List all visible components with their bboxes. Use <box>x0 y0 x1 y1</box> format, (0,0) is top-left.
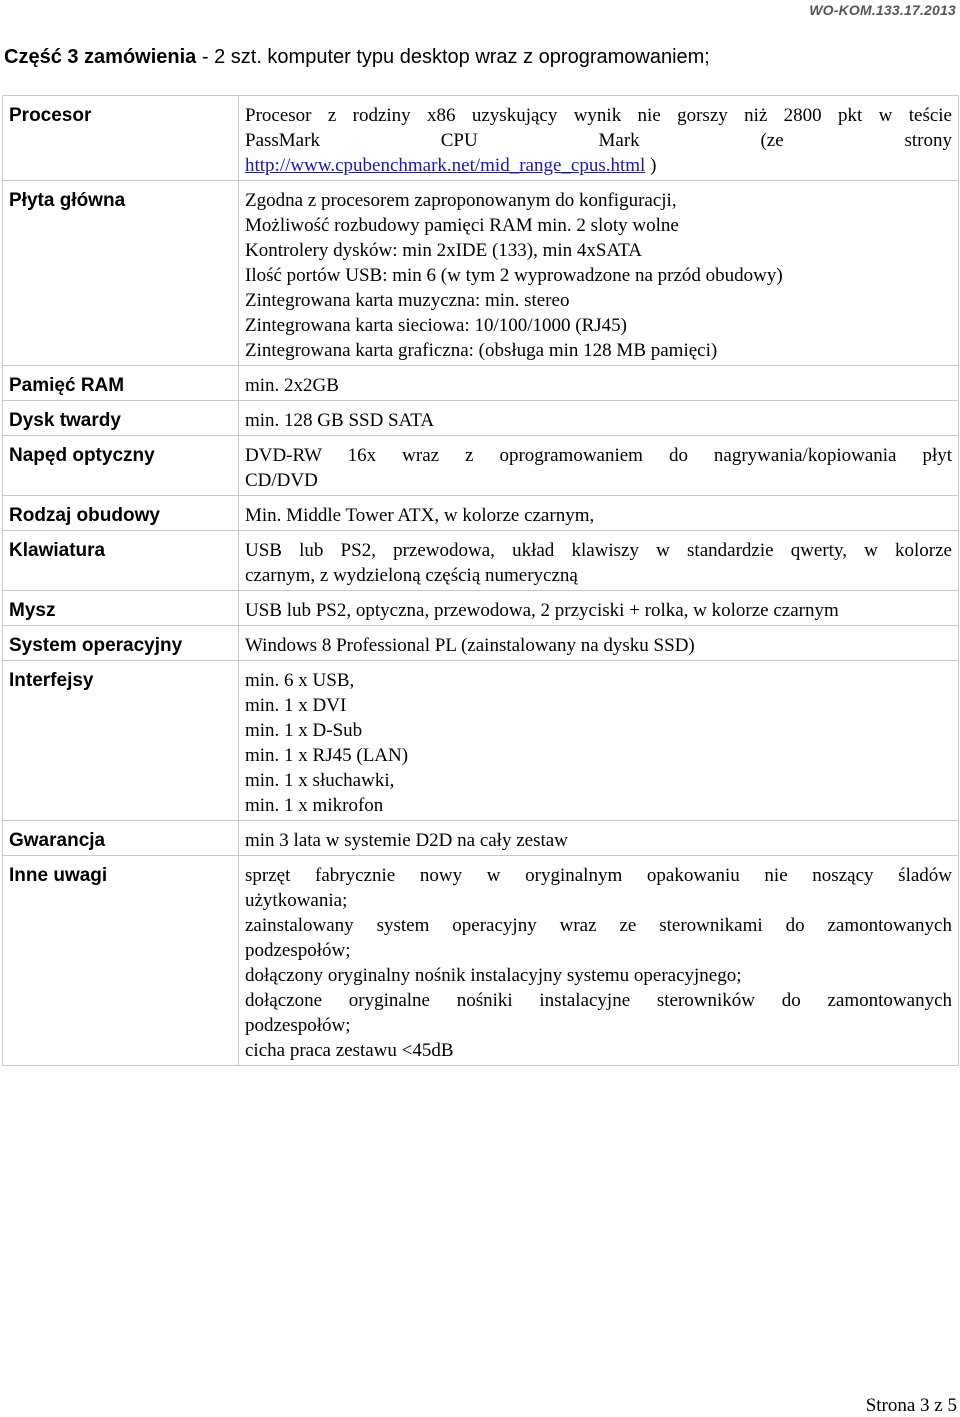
inne-line: użytkowania; <box>245 890 348 911</box>
value-interfejsy <box>239 661 959 821</box>
row-gwarancja <box>3 821 959 856</box>
label-dysk-twardy: Dysk twardy <box>3 401 239 436</box>
inne-line: podzespołów; <box>245 940 351 961</box>
label-gwarancja: Gwarancja <box>3 821 239 856</box>
procesor-link-suffix: ) <box>645 155 657 176</box>
row-plyta-glowna <box>3 181 959 366</box>
interfejsy-line: min. 1 x słuchawki, <box>245 770 395 791</box>
klawiatura-line-1: USB lub PS2, przewodowa, układ klawiszy w standardzie qwerty, w kolorze <box>245 540 952 561</box>
spec-table <box>2 95 959 1066</box>
row-system-operacyjny <box>3 626 959 661</box>
row-interfejsy <box>3 661 959 821</box>
procesor-line-3 <box>245 153 952 178</box>
section-heading <box>4 44 710 70</box>
naped-line-2: CD/DVD <box>245 470 318 491</box>
value-procesor <box>239 96 959 181</box>
value-inne-uwagi <box>239 856 959 1066</box>
plyta-line: Zintegrowana karta sieciowa: 10/100/1000 (RJ45) <box>245 315 628 336</box>
klawiatura-line-2: czarnym, z wydzieloną częścią numeryczną <box>245 565 578 586</box>
page-number: Strona 3 z 5 <box>865 1395 957 1416</box>
plyta-line: Kontrolery dysków: min 2xIDE (133), min 4xSATA <box>245 240 642 261</box>
value-dysk-twardy: min. 128 GB SSD SATA <box>239 401 959 436</box>
plyta-line: Zgodna z procesorem zaproponowanym do konfiguracji, <box>245 190 677 211</box>
value-system-operacyjny: Windows 8 Professional PL (zainstalowany na dysku SSD) <box>239 626 959 661</box>
inne-line: zainstalowany system operacyjny wraz ze sterownikami do zamontowanych <box>245 915 952 936</box>
cpubenchmark-link[interactable]: http://www.cpubenchmark.net/mid_range_cpus.html <box>245 155 646 176</box>
plyta-line: Ilość portów USB: min 6 (w tym 2 wyprowadzone na przód obudowy) <box>245 265 783 286</box>
label-inne-uwagi: Inne uwagi <box>3 856 239 1066</box>
interfejsy-line: min. 1 x mikrofon <box>245 795 384 816</box>
label-plyta-glowna: Płyta główna <box>3 181 239 366</box>
row-dysk-twardy <box>3 401 959 436</box>
label-procesor: Procesor <box>3 96 239 181</box>
inne-line: dołączony oryginalny nośnik instalacyjny systemu operacyjnego; <box>245 965 742 986</box>
label-pamiec-ram: Pamięć RAM <box>3 366 239 401</box>
plyta-line: Zintegrowana karta muzyczna: min. stereo <box>245 290 570 311</box>
row-inne-uwagi <box>3 856 959 1066</box>
label-klawiatura: Klawiatura <box>3 531 239 591</box>
value-naped-optyczny <box>239 436 959 496</box>
value-gwarancja: min 3 lata w systemie D2D na cały zestaw <box>239 821 959 856</box>
heading-rest: - 2 szt. komputer typu desktop wraz z oprogramowaniem; <box>196 46 710 68</box>
inne-line: cicha praca zestawu <45dB <box>245 1040 454 1061</box>
value-mysz: USB lub PS2, optyczna, przewodowa, 2 przyciski + rolka, w kolorze czarnym <box>239 591 959 626</box>
inne-line: dołączone oryginalne nośniki instalacyjne sterowników do zamontowanych <box>245 990 952 1011</box>
label-naped-optyczny: Napęd optyczny <box>3 436 239 496</box>
interfejsy-line: min. 6 x USB, <box>245 670 355 691</box>
value-rodzaj-obudowy: Min. Middle Tower ATX, w kolorze czarnym, <box>239 496 959 531</box>
naped-line-1: DVD-RW 16x wraz z oprogramowaniem do nagrywania/kopiowania płyt <box>245 445 952 466</box>
value-klawiatura <box>239 531 959 591</box>
row-pamiec-ram <box>3 366 959 401</box>
row-procesor <box>3 96 959 181</box>
row-klawiatura <box>3 531 959 591</box>
interfejsy-line: min. 1 x RJ45 (LAN) <box>245 745 409 766</box>
procesor-line-1: Procesor z rodziny x86 uzyskujący wynik nie gorszy niż 2800 pkt w teście <box>245 105 952 126</box>
row-rodzaj-obudowy <box>3 496 959 531</box>
label-system-operacyjny: System operacyjny <box>3 626 239 661</box>
plyta-line: Zintegrowana karta graficzna: (obsługa min 128 MB pamięci) <box>245 340 718 361</box>
interfejsy-line: min. 1 x DVI <box>245 695 347 716</box>
document-code: WO-KOM.133.17.2013 <box>809 2 956 18</box>
label-mysz: Mysz <box>3 591 239 626</box>
row-naped-optyczny <box>3 436 959 496</box>
value-pamiec-ram: min. 2x2GB <box>239 366 959 401</box>
inne-line: podzespołów; <box>245 1015 351 1036</box>
interfejsy-line: min. 1 x D-Sub <box>245 720 363 741</box>
label-rodzaj-obudowy: Rodzaj obudowy <box>3 496 239 531</box>
heading-bold-part: Część 3 zamówienia <box>4 46 197 68</box>
label-interfejsy: Interfejsy <box>3 661 239 821</box>
row-mysz <box>3 591 959 626</box>
value-plyta-glowna <box>239 181 959 366</box>
inne-line: sprzęt fabrycznie nowy w oryginalnym opakowaniu nie noszący śladów <box>245 865 952 886</box>
procesor-line-2: PassMark CPU Mark (ze strony <box>245 130 952 151</box>
plyta-line: Możliwość rozbudowy pamięci RAM min. 2 sloty wolne <box>245 215 679 236</box>
